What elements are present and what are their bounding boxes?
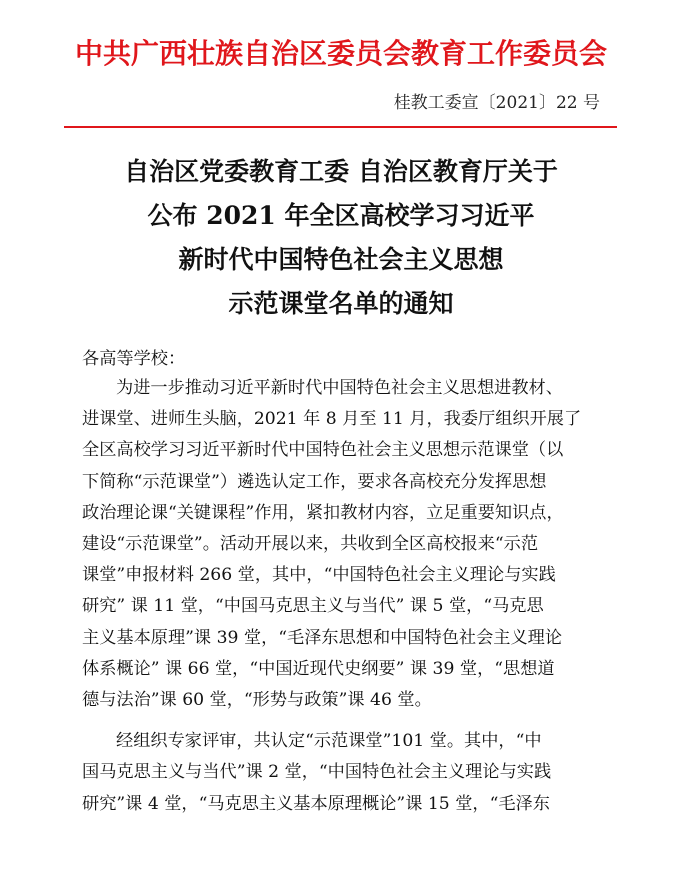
title-line-3: 新时代中国特色社会主义思想 bbox=[178, 245, 504, 274]
red-divider-line bbox=[64, 126, 617, 128]
paragraph1-line: 进课堂、进师生头脑，2021 年 8 月至 11 月，我委厅组织开展了 bbox=[82, 409, 582, 430]
paragraph1-line: 体系概论” 课 66 堂，“中国近现代史纲要” 课 39 堂，“思想道 bbox=[82, 658, 555, 679]
document-number: 桂教工委宣〔2021〕22 号 bbox=[393, 93, 600, 113]
title-line-1: 自治区党委教育工委 自治区教育厅关于 bbox=[124, 157, 558, 186]
title-line-4: 示范课堂名单的通知 bbox=[228, 289, 454, 318]
paragraph2-line: 国马克思主义与当代”课 2 堂，“中国特色社会主义理论与实践 bbox=[82, 762, 552, 783]
body-text bbox=[82, 373, 622, 820]
paragraph1-line: 下简称“示范课堂”）遴选认定工作，要求各高校充分发挥思想 bbox=[82, 471, 547, 492]
paragraph1-line: 德与法治”课 60 堂，“形势与政策”课 46 堂。 bbox=[82, 690, 432, 711]
paragraph1-line: 课堂”申报材料 266 堂，其中，“中国特色社会主义理论与实践 bbox=[82, 565, 556, 586]
paragraph1-line: 主义基本原理”课 39 堂，“毛泽东思想和中国特色社会主义理论 bbox=[82, 627, 563, 648]
paragraph1-line: 为进一步推动习近平新时代中国特色社会主义思想进教材、 bbox=[116, 378, 563, 398]
paragraph1-line: 研究” 课 11 堂，“中国马克思主义与当代” 课 5 堂，“马克思 bbox=[82, 596, 544, 617]
document-title bbox=[0, 150, 682, 326]
title-line-2: 公布 2021 年全区高校学习习近平 bbox=[147, 201, 535, 230]
paragraph2-line: 经组织专家评审，共认定“示范课堂”101 堂。其中，“中 bbox=[116, 731, 542, 752]
paragraph1-line: 建设“示范课堂”。活动开展以来，共收到全区高校报来“示范 bbox=[82, 534, 539, 555]
paragraph1-line: 全区高校学习习近平新时代中国特色社会主义思想示范课堂（以 bbox=[82, 440, 564, 461]
paragraph2-line: 研究”课 4 堂，“马克思主义基本原理概论”课 15 堂，“毛泽东 bbox=[82, 793, 550, 814]
issuing-organization-header: 中共广西壮族自治区委员会教育工作委员会 bbox=[74, 37, 607, 70]
salutation: 各高等学校： bbox=[82, 349, 186, 369]
paragraph1-line: 政治理论课“关键课程”作用，紧扣教材内容，立足重要知识点， bbox=[82, 502, 564, 523]
